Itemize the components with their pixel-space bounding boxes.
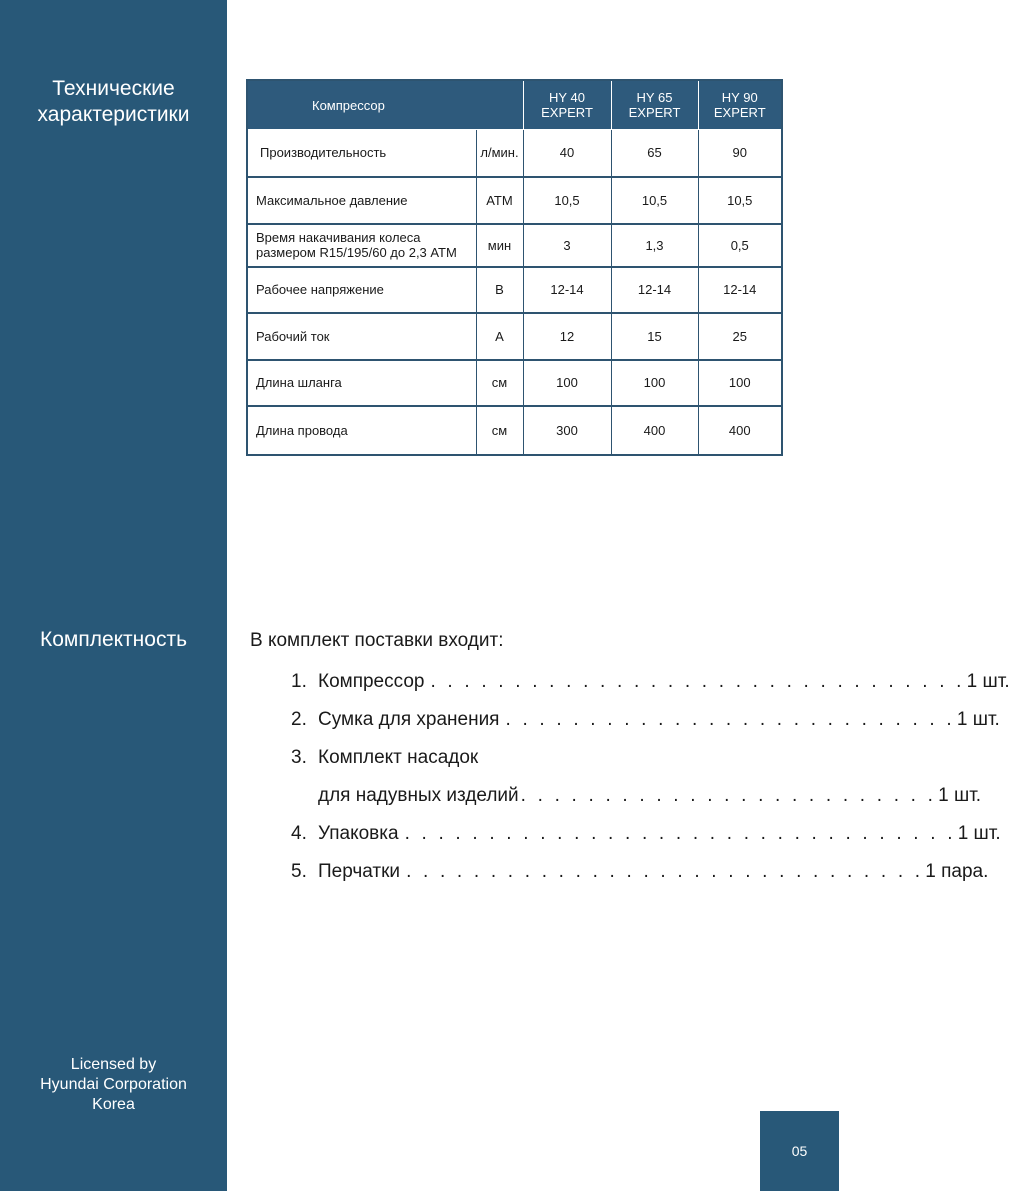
- model-name: HY 40: [549, 90, 585, 105]
- param-value: 15: [611, 313, 698, 360]
- table-row: [247, 224, 782, 267]
- param-value: 300: [523, 406, 611, 455]
- param-value: 10,5: [523, 177, 611, 224]
- item-quantity: 1 пара.: [925, 861, 989, 882]
- item-text: Компрессор: [318, 671, 425, 692]
- complect-list: [291, 668, 1010, 896]
- param-value: 12: [523, 313, 611, 360]
- item-number: 5.: [291, 861, 307, 882]
- param-unit: л/мин.: [476, 130, 523, 177]
- license-line1: Licensed by: [70, 1056, 157, 1073]
- spec-table-header: [247, 80, 782, 130]
- tech-specs-heading-line1: Технические: [52, 77, 175, 100]
- param-value: 12-14: [523, 267, 611, 313]
- param-value: 0,5: [698, 224, 782, 267]
- item-leader-dots: . . . . . . . . . . . . . . . . . . . . . . . . . . . . . . . .: [430, 671, 965, 692]
- param-value: 1,3: [611, 224, 698, 267]
- item-text: Перчатки: [318, 861, 401, 882]
- item-number: 3.: [291, 747, 307, 768]
- item-leader-dots: . . . . . . . . . . . . . . . . . . . . . . . . . . . . . . . . .: [404, 823, 956, 844]
- license-line2: Hyundai Corporation: [40, 1076, 187, 1093]
- item-leader-dots: . . . . . . . . . . . . . . . . . . . . . . . . .: [520, 785, 937, 806]
- complect-heading: Комплектность: [39, 628, 188, 651]
- item-quantity: 1 шт.: [938, 785, 982, 806]
- param-value: 10,5: [698, 177, 782, 224]
- model-name: HY 65: [636, 90, 673, 105]
- param-value: 100: [523, 360, 611, 406]
- param-name: [247, 224, 476, 267]
- complect-intro: В комплект поставки входит:: [250, 630, 504, 651]
- item-quantity: 1 шт.: [957, 823, 1001, 844]
- param-name: Рабочее напряжение: [247, 267, 476, 313]
- item-leader-dots: . . . . . . . . . . . . . . . . . . . . . . . . . . . . . . .: [406, 861, 924, 882]
- param-value: 40: [523, 130, 611, 177]
- param-name: Длина провода: [247, 406, 476, 455]
- item-number: 2.: [291, 709, 307, 730]
- model-series: EXPERT: [713, 105, 766, 120]
- sidebar: [0, 0, 227, 1191]
- param-value: 25: [698, 313, 782, 360]
- item-leader-dots: . . . . . . . . . . . . . . . . . . . . . . . . . . .: [505, 709, 955, 730]
- param-name: Длина шланга: [247, 360, 476, 406]
- model-header: [698, 80, 782, 130]
- param-name: Максимальное давление: [247, 177, 476, 224]
- param-value: 10,5: [611, 177, 698, 224]
- param-value: 65: [611, 130, 698, 177]
- param-unit: А: [476, 313, 523, 360]
- table-row: [247, 130, 782, 177]
- model-name: HY 90: [721, 90, 758, 105]
- param-value: 100: [611, 360, 698, 406]
- license-line3: Korea: [92, 1096, 135, 1113]
- list-item: [291, 706, 1000, 744]
- param-name-line2: размером R15/195/60 до 2,3 АТМ: [256, 245, 457, 260]
- param-unit: АТМ: [476, 177, 523, 224]
- list-item: [291, 858, 989, 896]
- spec-table: [246, 79, 783, 456]
- param-unit: В: [476, 267, 523, 313]
- page-number-box: [760, 1111, 839, 1191]
- param-unit: мин: [476, 224, 523, 267]
- param-value: 100: [698, 360, 782, 406]
- tech-specs-heading-line2: характеристики: [37, 103, 190, 126]
- item-number: 1.: [291, 671, 307, 692]
- param-value: 3: [523, 224, 611, 267]
- param-value: 400: [698, 406, 782, 455]
- model-series: EXPERT: [541, 105, 593, 120]
- item-text: Упаковка: [318, 823, 399, 844]
- param-name: Производительность: [247, 130, 476, 177]
- model-header: [611, 80, 698, 130]
- table-row: [247, 177, 782, 224]
- spec-table-title: Компрессор: [247, 80, 523, 130]
- item-number: 4.: [291, 823, 307, 844]
- item-quantity: 1 шт.: [966, 671, 1010, 692]
- table-row: [247, 406, 782, 455]
- list-item: [291, 820, 1001, 858]
- list-item: [291, 668, 1010, 706]
- param-unit: см: [476, 406, 523, 455]
- param-value: 400: [611, 406, 698, 455]
- item-quantity: 1 шт.: [956, 709, 1000, 730]
- table-row: [247, 360, 782, 406]
- param-value: 12-14: [698, 267, 782, 313]
- param-value: 90: [698, 130, 782, 177]
- param-name-line1: Время накачивания колеса: [256, 230, 421, 245]
- item-text: для надувных изделий: [318, 785, 519, 806]
- license-note: [0, 1055, 227, 1115]
- item-text: Сумка для хранения: [318, 709, 500, 730]
- param-name: Рабочий ток: [247, 313, 476, 360]
- table-row: [247, 313, 782, 360]
- page-number: 05: [791, 1143, 808, 1159]
- tech-specs-heading: [0, 76, 227, 128]
- item-text: Комплект насадок: [318, 747, 479, 768]
- model-header: [523, 80, 611, 130]
- list-item: [291, 744, 723, 782]
- table-row: [247, 267, 782, 313]
- param-value: 12-14: [611, 267, 698, 313]
- list-item-continuation: [291, 782, 982, 820]
- model-series: EXPERT: [628, 105, 681, 120]
- param-unit: см: [476, 360, 523, 406]
